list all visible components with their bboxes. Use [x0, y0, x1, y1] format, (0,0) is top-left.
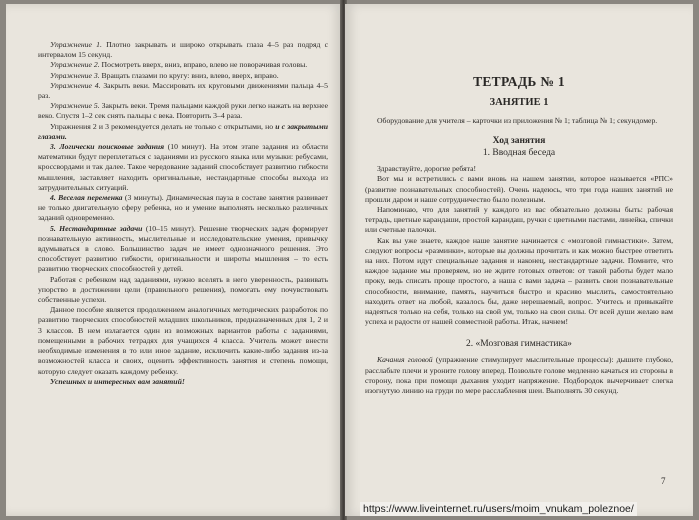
supplies-paragraph: Напоминаю, что для занятий у каждого из вас обязательно должны быть: рабочая тетрадь, цветные карандаши, простой карандаш, ручки с цветными пастами, линейка, спички или счетные палочки. — [365, 205, 673, 235]
notebook-title: ТЕТРАДЬ № 1 — [473, 74, 565, 89]
exercise-4: Упражнение 4. Закрыть веки. Массировать их круговыми движениями пальца 4–5 раз. — [38, 80, 328, 101]
nonstandard-tasks-paragraph: 5. Нестандартные задачи (10–15 минут). Решение творческих задач формирует познавательную активность, мыслительные и исследовательские умения, привычку вдумываться в слово. Большинство задач не имеет однозначного решения. Это способствует развитию гибкости, оригинальности и широты мышления – то есть развитию творческих способностей у детей. — [38, 223, 328, 274]
head-swing-paragraph: Качания головой (упражнение стимулирует мыслительные процессы): дышите глубоко, расслабьте плечи и уроните голову вперед. Позвольте голове медленно качаться из стороны в сторону, пока при помощи дыхания уходит напряжение. Подбородок вычерчивает слегка изогнутую линию на груди по мере расслабления шеи. Выполнять 30 секунд. — [365, 355, 673, 396]
section-2-heading: 2. «Мозговая гимнастика» — [466, 339, 572, 350]
right-page — [345, 4, 693, 516]
equipment-paragraph: Оборудование для учителя – карточки из приложения № 1; таблица № 1; секундомер. — [377, 116, 658, 125]
source-url[interactable]: https://www.liveinternet.ru/users/moim_vnukam_poleznoe/ — [360, 502, 637, 516]
closing-wish: Успешных и интересных вам занятий! — [50, 376, 185, 386]
break-paragraph: 4. Веселая переменка (3 минуты). Динамическая пауза в составе занятия развивает не только двигательную сферу ребенка, но и умение выполнять несколько различных заданий одновременно. — [38, 193, 329, 223]
greeting: Здравствуйте, дорогие ребята! — [377, 164, 477, 174]
course-heading: Ход занятия — [492, 136, 546, 147]
logic-tasks-paragraph: 3. Логически поисковые задания (10 минут). На этом этапе задания из области математики будут переплетаться с заданиями из русского языка или музыки: ребусами, кроссвордами и так далее. Такое чередование заданий способствует развитию гибкости мышления, заставляет находить оригинальные, нестандартные способы выхода из затруднительных ситуаций. — [38, 142, 328, 192]
exercise-5: Упражнение 5. Закрыть веки. Тремя пальцами каждой руки легко нажать на верхнее веко. Спустя 1–2 сек снять пальцы с века. Повторить 3–4 раза. — [38, 101, 328, 121]
intro-paragraph: Вот мы и встретились с вами вновь на нашем занятии, которое называется «РПС» (развитие познавательных способностей). Очень надеюсь, что три года наших занятий не прошли даром и наше сотрудничество было полезным. — [365, 174, 673, 204]
exercise-3: Упражнение 3. Вращать глазами по кругу: вниз, влево, вверх, вправо. — [50, 70, 279, 80]
page-number: 7 — [661, 476, 666, 486]
exercise-2: Упражнение 2. Посмотреть вверх, вниз, вправо, влево не поворачивая головы. — [50, 60, 308, 70]
left-page — [6, 4, 342, 516]
confidence-paragraph: Работая с ребенком над заданиями, нужно вселять в него уверенность, развивать упорство в достижении цели (правильного решения), помогать ему почувствовать собственные успехи. — [38, 274, 328, 305]
manual-paragraph: Данное пособие является продолжением аналогичных методических разработок по развитию творческих способностей младших школьников, предназначенных для 1, 2 и 3 классов. В нем излагается один из возможных вариантов работы с заданиями, помещенными в рабочих тетрадях для учащихся 4 класса. Учитель может внести необходимые изменения в то или иное задание, исключить какие-либо задания из-за возможностей класса и своих, оценить эффективность занятия и степень помощи, которую следует оказать каждому ребенку. — [38, 305, 328, 376]
exercise-1: Упражнение 1. Плотно закрывать и широко открывать глаза 4–5 раз подряд с интервалом 15 секунд. — [38, 40, 329, 60]
section-1-heading: 1. Вводная беседа — [482, 148, 556, 159]
lesson-title: ЗАНЯТИЕ 1 — [489, 97, 549, 108]
lesson-structure-paragraph: Как вы уже знаете, каждое наше занятие начинается с «мозговой гимнастики». Затем, следуют вопросы «разминки», которые вы должны прочитать и как можно быстрее ответить на них. Потом идут специальные задания и наконец, нестандартные задачи. Помните, что каждое задание мы проверяем, но не ждите готовых ответов: от такой работы будет мало проку, ведь списать проще простого, а наша с вами задача – развить свои познавательные способности, внимание, память, научиться быстро и красиво мыслить, самостоятельно находить ответ на любой, казалось бы, даже нерешаемый, вопрос. Учитесь и привыкайте надеяться только на себя, только на свой ум, только на свои силы. От всей души желаю вам успеха и радости от нашей совместной работы. Итак, начнем! — [365, 235, 673, 327]
exercise-note: Упражнения 2 и 3 рекомендуется делать не только с открытыми, но и с закрытыми глазами. — [38, 121, 328, 141]
